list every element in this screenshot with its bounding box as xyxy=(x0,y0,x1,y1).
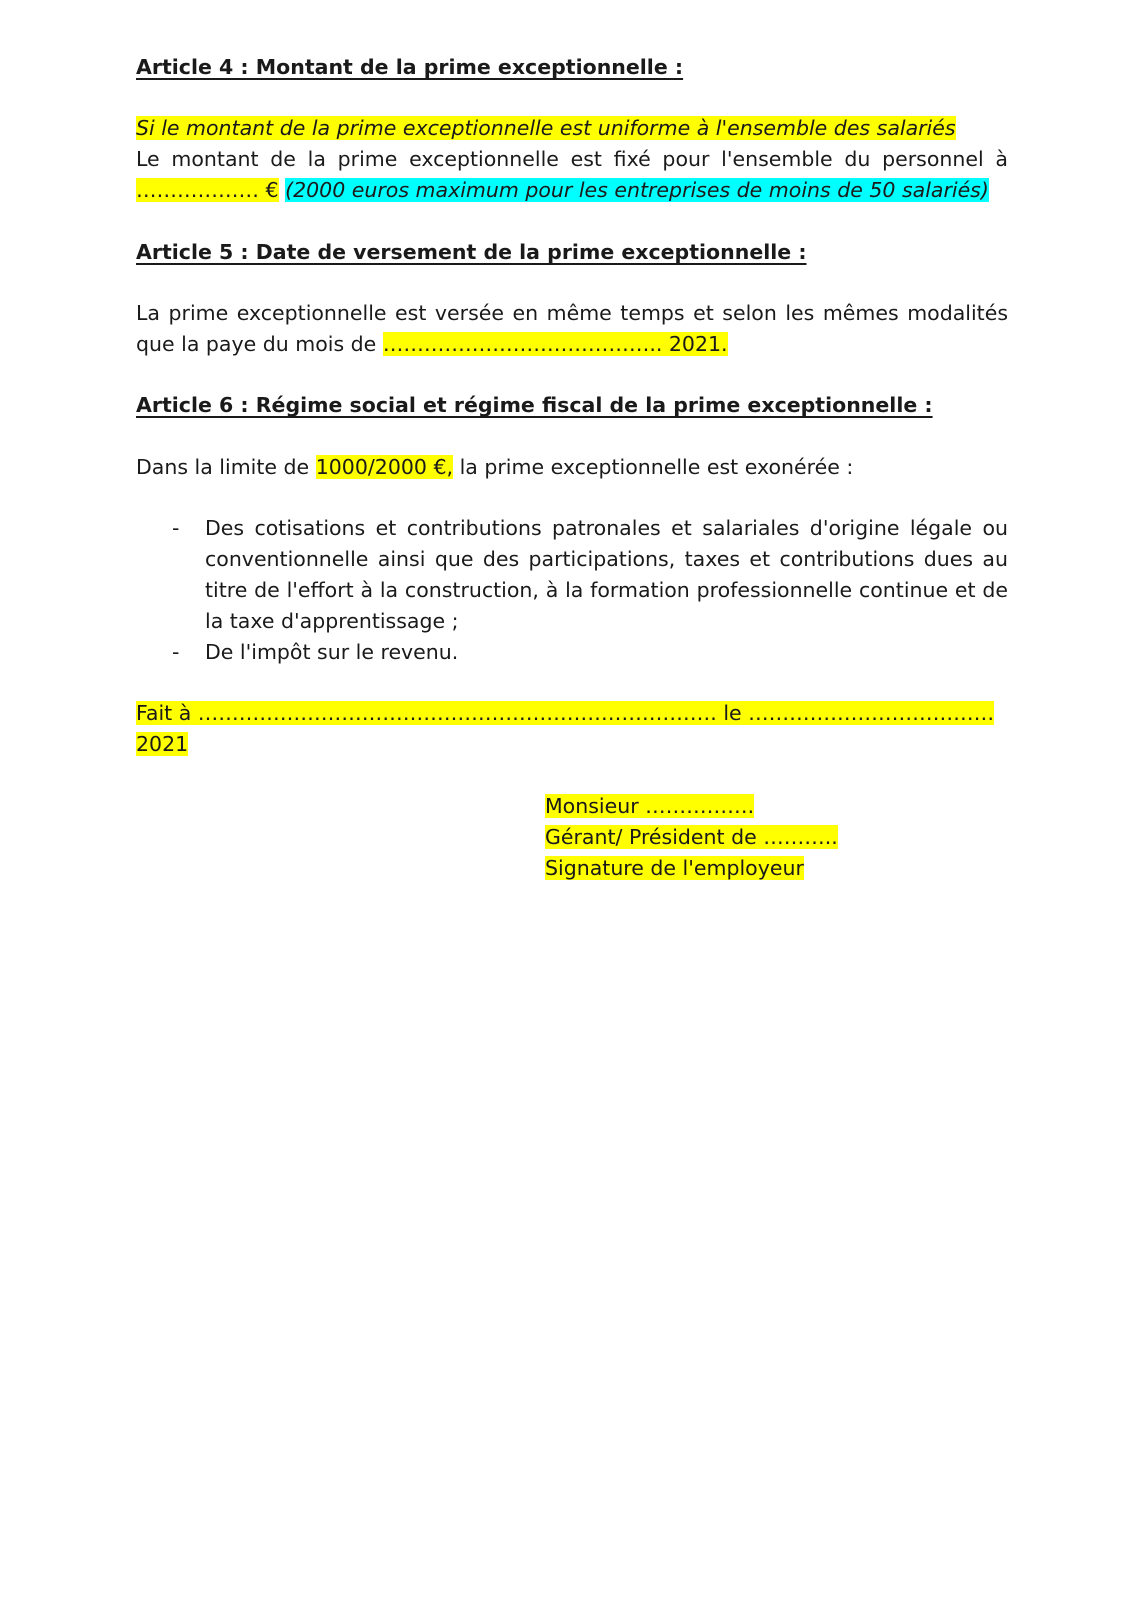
signature-line xyxy=(136,698,1008,760)
condition-highlight: Si le montant de la prime exceptionnelle est uniforme à l'ensemble des salariés xyxy=(136,116,956,140)
article-4-condition xyxy=(136,113,1008,144)
list-item xyxy=(136,513,1008,637)
bullet-dash: - xyxy=(172,640,180,664)
article-4-heading: Article 4 : Montant de la prime exceptionnelle : xyxy=(136,55,684,79)
place-date-field: Fait à …………………………………………………………………. le ……………………………… 2021 xyxy=(136,701,995,756)
limit-highlight: 1000/2000 €, xyxy=(315,455,454,479)
article-5-text: La prime exceptionnelle est versée en même temps et selon les mêmes modalités que la paye du mois de xyxy=(136,301,1008,356)
signature-label: Signature de l'employeur xyxy=(545,856,804,880)
article-6-text-after: la prime exceptionnelle est exonérée : xyxy=(459,455,854,479)
list-item-text: De l'impôt sur le revenu. xyxy=(205,640,459,664)
article-6-text-before: Dans la limite de xyxy=(136,455,310,479)
amount-field: ……………… € xyxy=(136,178,279,202)
article-4-text: Le montant de la prime exceptionnelle est fixé pour l'ensemble du personnel à xyxy=(136,147,1008,171)
list-item xyxy=(136,637,1008,668)
article-4-paragraph xyxy=(136,144,1008,206)
signatory-title: Gérant/ Président de ……….. xyxy=(545,825,838,849)
bullet-dash: - xyxy=(172,516,180,540)
amount-note: (2000 euros maximum pour les entreprises de moins de 50 salariés) xyxy=(285,178,989,202)
signature-block xyxy=(545,791,838,884)
article-5-paragraph xyxy=(136,298,1008,360)
list-item-text: Des cotisations et contributions patronales et salariales d'origine légale ou conventionnelle ainsi que des participations, taxes et contributions dues au titre de l'effort à la construction, à la formation professionnelle continue et de la taxe d'apprentissage ; xyxy=(205,516,1008,633)
signatory-name: Monsieur ……………. xyxy=(545,794,755,818)
month-field: ………………………………….. 2021. xyxy=(382,332,728,356)
article-6-paragraph xyxy=(136,452,1008,483)
exemption-list xyxy=(136,513,1008,668)
article-6-heading: Article 6 : Régime social et régime fiscal de la prime exceptionnelle : xyxy=(136,393,933,417)
article-5-heading: Article 5 : Date de versement de la prime exceptionnelle : xyxy=(136,240,807,264)
